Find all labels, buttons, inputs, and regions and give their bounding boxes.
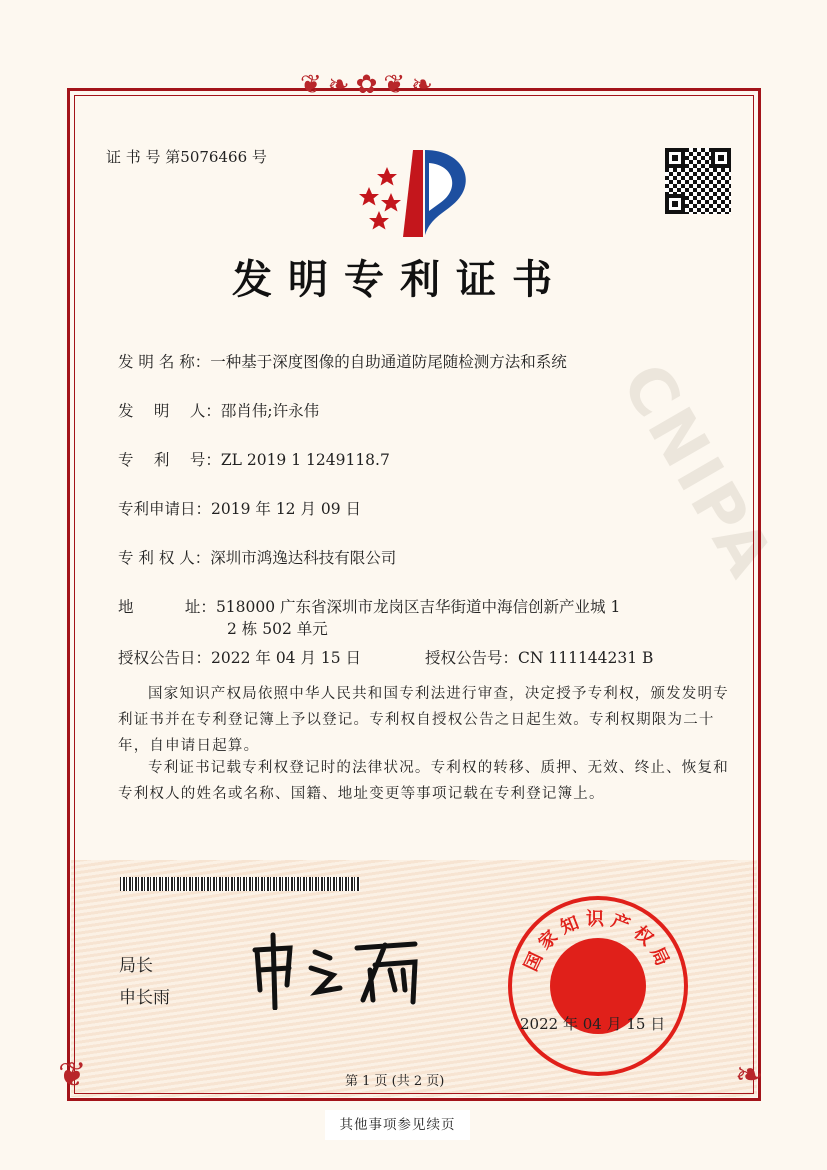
grant-no-label: 授权公告号：	[425, 649, 519, 667]
watermark: CNIPA	[606, 351, 789, 593]
continued-note: 其他事项参见续页	[325, 1110, 470, 1140]
qr-code	[665, 148, 731, 214]
corner-ornament: ❧	[735, 1055, 764, 1095]
director-name: 申长雨	[119, 988, 170, 1008]
official-seal	[508, 896, 688, 1076]
seal-text: 国家知识产权局	[520, 909, 676, 975]
inventor-label: 发 明 人：	[118, 402, 221, 420]
document-title: 发明专利证书	[232, 256, 568, 303]
seal-date: 2022 年 04 月 15 日	[520, 1015, 666, 1033]
grant-no-value: CN 111144231 B	[518, 649, 654, 667]
patent-no-label: 专 利 号：	[118, 451, 221, 469]
page-info: 第 1 页 (共 2 页)	[345, 1074, 445, 1089]
inventor-value: 邵肖伟;许永伟	[220, 402, 320, 420]
cnipa-logo	[355, 145, 480, 240]
top-ornament: ❦❧✿❦❧	[300, 70, 439, 100]
invention-name-label: 发 明 名 称：	[118, 353, 211, 371]
patentee-label: 专 利 权 人：	[118, 549, 211, 567]
address-label: 地 址：	[118, 598, 216, 616]
barcode	[120, 877, 360, 891]
statement-paragraph-2: 专利证书记载专利权登记时的法律状况。专利权的转移、质押、无效、终止、恢复和专利权人的姓名或名称、国籍、地址变更等事项记载在专利登记簿上。	[118, 760, 729, 802]
svg-text:国家知识产权局	[521, 908, 676, 975]
grant-date-label: 授权公告日：	[118, 649, 212, 667]
grant-date-value: 2022 年 04 月 15 日	[211, 649, 362, 667]
patent-no-value: ZL 2019 1 1249118.7	[220, 451, 390, 469]
address-value-line1: 518000 广东省深圳市龙岗区吉华街道中海信创新产业城 1	[215, 598, 621, 616]
address-value-line2: 2 栋 502 单元	[227, 620, 328, 638]
invention-name-value: 一种基于深度图像的自助通道防尾随检测方法和系统	[210, 353, 567, 371]
application-date-value: 2019 年 12 月 09 日	[211, 500, 362, 518]
director-signature	[245, 930, 430, 1010]
application-date-label: 专利申请日：	[118, 500, 212, 518]
patentee-value: 深圳市鸿逸达科技有限公司	[210, 549, 397, 567]
corner-ornament: ❦	[58, 1055, 87, 1095]
director-title: 局长	[119, 956, 153, 976]
seal-text-arc	[512, 900, 684, 1072]
certificate-number: 证 书 号 第5076466 号	[106, 148, 267, 166]
statement-paragraph-1: 国家知识产权局依照中华人民共和国专利法进行审查，决定授予专利权，颁发发明专利证书并在专利登记簿上予以登记。专利权自授权公告之日起生效。专利权期限为二十年，自申请日起算。	[118, 686, 729, 754]
